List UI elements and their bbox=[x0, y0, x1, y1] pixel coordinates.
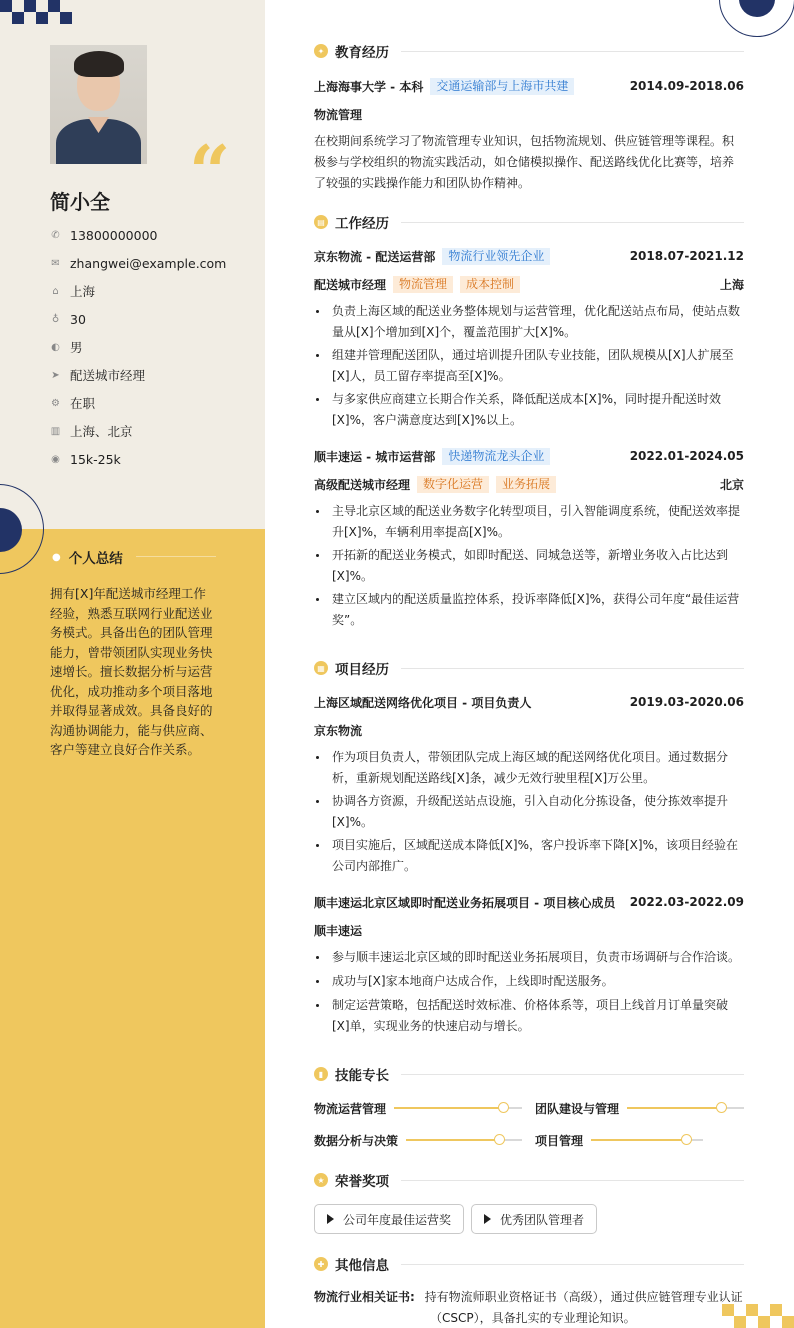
list-item: 参与顺丰速运北京区域的即时配送业务拓展项目，负责市场调研与合作洽谈。 bbox=[314, 947, 744, 968]
salary-text: 15k-25k bbox=[70, 451, 121, 467]
list-item: 与多家供应商建立长期合作关系，降低配送成本[X]%，同时提升配送时效[X]%，客户满意度达到[X]%以上。 bbox=[314, 389, 744, 431]
list-item: 开拓新的配送业务模式，如即时配送、同城急送等，新增业务收入占比达到[X]%。 bbox=[314, 545, 744, 587]
job-skill-tag: 成本控制 bbox=[460, 276, 520, 293]
cake-icon: ♁ bbox=[51, 313, 60, 325]
job-company-tag: 物流行业领先企业 bbox=[442, 248, 550, 265]
skill-bar bbox=[627, 1107, 744, 1109]
checker-pattern-icon bbox=[0, 0, 75, 24]
email-text: zhangwei@example.com bbox=[70, 255, 227, 271]
gender-text: 男 bbox=[70, 340, 83, 355]
gear-icon: ⚙ bbox=[51, 397, 60, 409]
school-tag: 交通运输部与上海市共建 bbox=[430, 78, 574, 95]
mail-icon: ✉ bbox=[51, 257, 60, 269]
award-badge bbox=[314, 1204, 464, 1234]
coin-icon: ◉ bbox=[51, 453, 60, 465]
checker-pattern-corner-icon bbox=[722, 1304, 794, 1328]
job-city: 上海 bbox=[719, 277, 744, 292]
education-date: 2014.09-2018.06 bbox=[629, 79, 744, 93]
other-title: 其他信息 bbox=[335, 1258, 389, 1274]
other-line2: （CSCP），具备扎实的专业理论知识。 bbox=[430, 1311, 636, 1325]
award-badge bbox=[471, 1204, 597, 1234]
info-salary bbox=[50, 451, 121, 467]
section-projects bbox=[314, 658, 744, 678]
info-email bbox=[50, 255, 226, 271]
job-company: 京东物流 - 配送运营部 bbox=[314, 249, 436, 264]
education-header bbox=[314, 77, 744, 95]
age-text: 30 bbox=[70, 311, 86, 327]
skill-item bbox=[314, 1132, 522, 1148]
project-name: 顺丰速运北京区域即时配送业务拓展项目 - 项目核心成员 bbox=[314, 895, 616, 910]
info-phone bbox=[50, 227, 157, 243]
skill-bar bbox=[406, 1139, 522, 1141]
list-item: 主导北京区域的配送业务数字化转型项目，引入智能调度系统，使配送效率提升[X]%，车辆利用率提高[X]%。 bbox=[314, 501, 744, 543]
job-header bbox=[314, 247, 744, 265]
info-position bbox=[50, 367, 145, 383]
project-org: 京东物流 bbox=[314, 723, 363, 738]
list-item: 项目实施后，区域配送成本降低[X]%，客户投诉率下降[X]%，该项目经验在公司内部推广。 bbox=[314, 835, 744, 877]
list-item: 建立区域内的配送质量监控体系，投诉率降低[X]%，获得公司年度“最佳运营奖”。 bbox=[314, 589, 744, 631]
chart-icon: ▮ bbox=[314, 1067, 328, 1081]
skill-name: 项目管理 bbox=[535, 1133, 584, 1148]
job-skill-tag: 业务拓展 bbox=[496, 476, 556, 493]
phone-text: 13800000000 bbox=[70, 227, 158, 243]
list-item: 协调各方资源，升级配送站点设施，引入自动化分拣设备，使分拣效率提升[X]%。 bbox=[314, 791, 744, 833]
awards-title: 荣誉奖项 bbox=[335, 1174, 389, 1190]
job-company-tag: 快递物流龙头企业 bbox=[442, 448, 550, 465]
other-line1: 持有物流师职业资格证书（高级），通过供应链管理专业认证 bbox=[424, 1290, 743, 1304]
job-skill-tag: 数字化运营 bbox=[417, 476, 489, 493]
work-title: 工作经历 bbox=[335, 216, 389, 232]
list-item: 制定运营策略，包括配送时效标准、价格体系等，项目上线首月订单量突破[X]单，实现业务的快速启动与增长。 bbox=[314, 995, 744, 1037]
other-info bbox=[314, 1287, 744, 1328]
job-header bbox=[314, 447, 744, 465]
projects-title: 项目经历 bbox=[335, 662, 389, 678]
status-text: 在职 bbox=[70, 396, 96, 411]
send-icon: ➤ bbox=[51, 369, 60, 381]
list-item: 成功与[X]家本地商户达成合作，上线即时配送服务。 bbox=[314, 971, 744, 992]
skill-item bbox=[535, 1132, 703, 1148]
skill-item bbox=[314, 1100, 522, 1116]
home-icon: ⌂ bbox=[52, 285, 59, 297]
skill-name: 物流运营管理 bbox=[314, 1101, 387, 1116]
skill-item bbox=[535, 1100, 744, 1116]
info-status bbox=[50, 395, 95, 411]
trophy-icon: ★ bbox=[314, 1173, 328, 1187]
section-other bbox=[314, 1254, 744, 1274]
project-org-row bbox=[314, 921, 744, 939]
play-icon bbox=[327, 1214, 334, 1224]
skill-bar bbox=[394, 1107, 522, 1109]
star-icon: ✚ bbox=[314, 1257, 328, 1271]
project-header bbox=[314, 693, 744, 711]
briefcase-icon: ▤ bbox=[314, 215, 328, 229]
info-city bbox=[50, 283, 95, 299]
skill-name: 数据分析与决策 bbox=[314, 1133, 399, 1148]
info-age bbox=[50, 311, 86, 327]
city-text: 上海 bbox=[70, 284, 96, 299]
section-education bbox=[314, 41, 744, 61]
grid-icon: ▦ bbox=[314, 661, 328, 675]
project-org-row bbox=[314, 721, 744, 739]
summary-title: 个人总结 bbox=[68, 551, 123, 567]
job-date: 2022.01-2024.05 bbox=[629, 449, 744, 463]
avatar bbox=[50, 45, 147, 164]
job-role-row bbox=[314, 275, 744, 293]
target-city-text: 上海、北京 bbox=[70, 424, 133, 439]
section-skills bbox=[314, 1064, 744, 1084]
job-company: 顺丰速运 - 城市运营部 bbox=[314, 449, 436, 464]
person-icon: ◐ bbox=[51, 341, 60, 353]
education-major-row bbox=[314, 105, 744, 123]
list-item: 作为项目负责人，带领团队完成上海区域的配送网络优化项目。通过数据分析，重新规划配送路线[X]条，减少无效行驶里程[X]万公里。 bbox=[314, 747, 744, 789]
job-date: 2018.07-2021.12 bbox=[629, 249, 744, 263]
play-icon bbox=[484, 1214, 491, 1224]
project-name: 上海区域配送网络优化项目 - 项目负责人 bbox=[314, 695, 532, 710]
info-gender bbox=[50, 339, 83, 355]
job-skill-tag: 物流管理 bbox=[393, 276, 453, 293]
education-desc: 在校期间系统学习了物流管理专业知识，包括物流规划、供应链管理等课程。积极参与学校组织的物流实践活动，如仓储模拟操作、配送路线优化比赛等，培养了较强的实践操作能力和团队协作精神。 bbox=[314, 134, 735, 190]
quote-mark-icon: “ bbox=[189, 129, 231, 214]
skill-name: 团队建设与管理 bbox=[535, 1101, 620, 1116]
project-header bbox=[314, 893, 744, 911]
profile-name: 简小全 bbox=[50, 190, 110, 214]
skill-bar bbox=[591, 1139, 703, 1141]
project-date: 2022.03-2022.09 bbox=[629, 895, 744, 909]
skills-title: 技能专长 bbox=[335, 1068, 389, 1084]
graduation-icon: ✦ bbox=[314, 44, 328, 58]
job-role: 高级配送城市经理 bbox=[314, 477, 411, 492]
project-org: 顺丰速运 bbox=[314, 923, 363, 938]
section-work bbox=[314, 212, 744, 232]
summary-text: 拥有[X]年配送城市经理工作经验，熟悉互联网行业配送业务模式。具备出色的团队管理能力，曾带领团队实现业务快速增长。擅长数据分析与运营优化，成功推动多个项目落地并取得显著成效。具备良好的沟通协调能力，能与供应商、客户等建立良好合作关系。 bbox=[50, 586, 213, 757]
job-role-row bbox=[314, 475, 744, 493]
summary-heading bbox=[52, 547, 123, 567]
job-city: 北京 bbox=[719, 477, 744, 492]
info-target-city bbox=[50, 423, 133, 439]
project-date: 2019.03-2020.06 bbox=[629, 695, 744, 709]
list-item: 组建并管理配送团队，通过培训提升团队专业技能，团队规模从[X]人扩展至[X]人，员工留存率提高至[X]%。 bbox=[314, 345, 744, 387]
section-awards bbox=[314, 1170, 744, 1190]
summary-divider bbox=[136, 556, 216, 557]
education-title: 教育经历 bbox=[335, 45, 389, 61]
school-name: 上海海事大学 - 本科 bbox=[314, 79, 424, 94]
user-icon: ● bbox=[52, 551, 61, 563]
sidebar bbox=[0, 0, 265, 1328]
award-label: 优秀团队管理者 bbox=[500, 1212, 585, 1227]
phone-icon: ✆ bbox=[51, 229, 60, 241]
award-label: 公司年度最佳运营奖 bbox=[343, 1212, 452, 1227]
building-icon: ▥ bbox=[50, 425, 61, 437]
position-text: 配送城市经理 bbox=[70, 368, 146, 383]
list-item: 负责上海区域的配送业务整体规划与运营管理，优化配送站点布局，使站点数量从[X]个增加到[X]个，覆盖范围扩大[X]%。 bbox=[314, 301, 744, 343]
job-role: 配送城市经理 bbox=[314, 277, 387, 292]
other-label: 物流行业相关证书: bbox=[314, 1290, 415, 1304]
major-name: 物流管理 bbox=[314, 107, 363, 122]
